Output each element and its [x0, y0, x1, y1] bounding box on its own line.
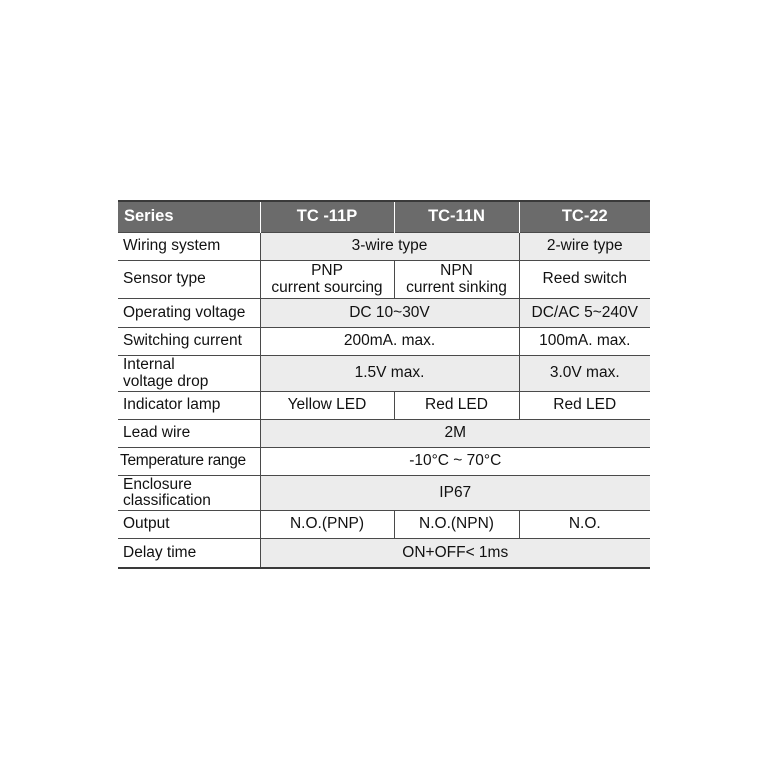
- table-row-delay-time: [118, 539, 650, 568]
- cell-tc-11p-output: N.O.(PNP): [260, 511, 394, 539]
- cell-all-lead: 2M: [260, 420, 650, 448]
- row-label-line2: voltage drop: [123, 372, 209, 390]
- cell-tc-22-voltage: DC/AC 5~240V: [519, 299, 650, 328]
- cell-tc-22-output: N.O.: [519, 511, 650, 539]
- table-row-lead-wire: [118, 420, 650, 448]
- table-row-voltage-drop: [118, 356, 650, 392]
- cell-tc-11-wiring: 3-wire type: [260, 233, 519, 261]
- row-label: Delay time: [118, 539, 260, 568]
- header-tc-11p: TC -11P: [260, 201, 394, 233]
- row-label: [118, 356, 260, 392]
- cell-all-enclosure: IP67: [260, 476, 650, 511]
- header-tc-11n: TC-11N: [394, 201, 519, 233]
- table-row-indicator-lamp: [118, 392, 650, 420]
- table-row-sensor-type: [118, 261, 650, 299]
- row-label: Wiring system: [118, 233, 260, 261]
- cell-tc-22-drop: 3.0V max.: [519, 356, 650, 392]
- table-row-output: [118, 511, 650, 539]
- row-label: [118, 476, 260, 511]
- header-tc-22: TC-22: [519, 201, 650, 233]
- row-label-line1: Enclosure: [123, 475, 192, 493]
- sensor-pnp-desc: current sourcing: [271, 278, 383, 296]
- cell-tc-22-sensor: Reed switch: [519, 261, 650, 299]
- cell-all-temperature: -10°C ~ 70°C: [260, 448, 650, 476]
- cell-tc-11p-sensor: [260, 261, 394, 299]
- sensor-pnp: PNP: [311, 262, 343, 280]
- cell-all-delay: ON+OFF< 1ms: [260, 539, 650, 568]
- cell-tc-11-drop: 1.5V max.: [260, 356, 519, 392]
- table-row-switching-current: [118, 328, 650, 356]
- cell-tc-11n-lamp: Red LED: [394, 392, 519, 420]
- cell-tc-22-wiring: 2-wire type: [519, 233, 650, 261]
- cell-tc-22-current: 100mA. max.: [519, 328, 650, 356]
- row-label: Sensor type: [118, 261, 260, 299]
- cell-tc-22-lamp: Red LED: [519, 392, 650, 420]
- row-label: Switching current: [118, 328, 260, 356]
- cell-tc-11-current: 200mA. max.: [260, 328, 519, 356]
- row-label: Operating voltage: [118, 299, 260, 328]
- row-label: Output: [118, 511, 260, 539]
- row-label: Lead wire: [118, 420, 260, 448]
- row-label: Indicator lamp: [118, 392, 260, 420]
- row-label: Temperature range: [118, 448, 260, 476]
- cell-tc-11p-lamp: Yellow LED: [260, 392, 394, 420]
- sensor-npn: NPN: [440, 262, 473, 280]
- row-label-line1: Internal: [123, 356, 175, 374]
- cell-tc-11n-output: N.O.(NPN): [394, 511, 519, 539]
- header-series: Series: [118, 201, 260, 233]
- table-row-temperature-range: [118, 448, 650, 476]
- header-row: [118, 201, 650, 233]
- table-row-wiring-system: [118, 233, 650, 261]
- sensor-npn-desc: current sinking: [406, 278, 507, 296]
- table-row-enclosure: [118, 476, 650, 511]
- cell-tc-11n-sensor: [394, 261, 519, 299]
- row-label-line2: classification: [123, 492, 211, 509]
- spec-table: [118, 200, 650, 569]
- table-row-operating-voltage: [118, 299, 650, 328]
- cell-tc-11-voltage: DC 10~30V: [260, 299, 519, 328]
